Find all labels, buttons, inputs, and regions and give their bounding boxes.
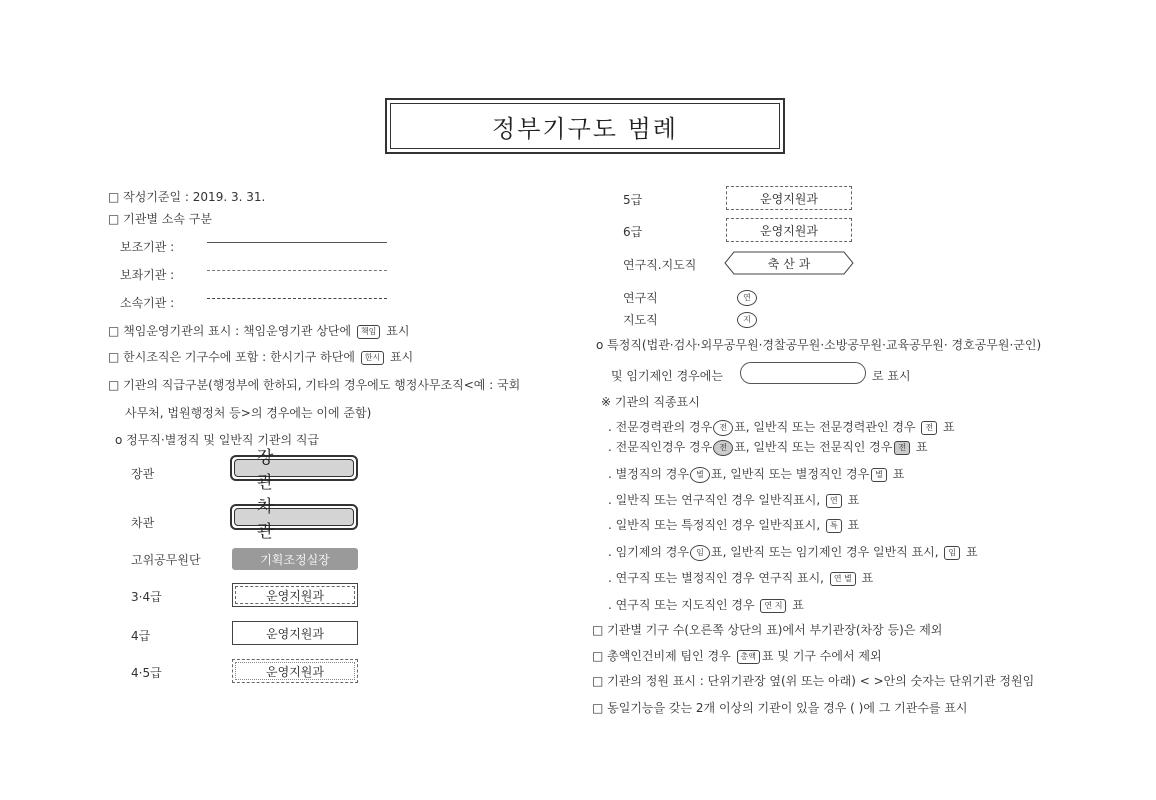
unit-box-5: 운영지원과: [726, 186, 852, 210]
tail-line-3: □ 기관의 정원 표시 : 단위기관장 옆(위 또는 아래) < >안의 숫자는 단위기관 정원임: [592, 674, 1035, 688]
dashed-line-sample: [207, 298, 387, 299]
affil-heading: □ 기관별 소속 구분: [108, 212, 212, 226]
note-3: . 별정직의 경우 별 표, 일반직 또는 별정직인 경우 별 표: [608, 467, 905, 481]
note-7: . 연구직 또는 별정직인 경우 연구직 표시, 연 별 표: [608, 571, 874, 585]
grade-line-2: 사무처, 법원행정처 등>의 경우에는 이에 준함): [125, 406, 372, 420]
temp-badge: 한시: [361, 351, 384, 365]
unit-box-6: 운영지원과: [726, 218, 852, 242]
note-2: . 전문직인경우 경우 전 표, 일반직 또는 전문직인 경우 전 표: [608, 440, 928, 454]
tail-line-2: □ 총액인건비제 팀인 경우 총액 표 및 기구 수에서 제외: [592, 649, 882, 663]
guide-label: 지도직: [623, 313, 658, 327]
date-line: □ 작성기준일 : 2019. 3. 31.: [108, 190, 266, 204]
resp-badge: 책임: [357, 325, 380, 339]
temp-line: □ 한시조직은 기구수에 포함 : 한시기구 하단에 한시 표시: [108, 350, 414, 364]
tail-line-4: □ 동일기능을 갖는 2개 이상의 기관이 있을 경우 ( )에 그 기관수를 표시: [592, 701, 968, 715]
unit-label-45: 4·5급: [131, 666, 162, 680]
tail-line-1: □ 기관별 기구 수(오른쪽 상단의 표)에서 부기관장(차장 등)은 제외: [592, 623, 943, 637]
note-heading: ※ 기관의 직종표시: [601, 395, 700, 409]
unit-label-4: 4급: [131, 629, 151, 643]
note-6: . 임기제의 경우 임 표, 일반직 또는 임기제인 경우 일반직 표시, 임 표: [608, 545, 978, 559]
vice-minister-box: [230, 497, 358, 542]
research-box-text: 축 산 과: [767, 256, 811, 271]
note-1: . 전문경력관의 경우 전 표, 일반직 또는 전문경력관인 경우 전 표: [608, 420, 955, 434]
unit-box-45: 운영지원과: [232, 659, 358, 683]
minister-box-text: 장 관: [234, 459, 354, 477]
unit-label-6: 6급: [623, 225, 643, 239]
rank-label-minister: 장관: [131, 467, 155, 481]
research-only-label: 연구직: [623, 291, 658, 305]
page-title: 정부기구도 범례: [390, 103, 780, 149]
dashdot-line-sample: [207, 270, 387, 271]
title-frame: [385, 98, 785, 154]
unit-label-34: 3·4급: [131, 590, 162, 604]
special-line: o 특정직(법관·검사·외무공무원·경찰공무원·소방공무원·교육공무원· 경호공무원·군인): [596, 338, 1042, 352]
guide-mark: 지: [736, 309, 758, 328]
research-label: 연구직.지도직: [623, 258, 697, 272]
note-4: . 일반직 또는 연구직인 경우 일반직표시, 연 표: [608, 493, 860, 507]
affil-label-support: 보조기관 :: [120, 240, 175, 254]
grade-line-1: □ 기관의 직급구분(행정부에 한하되, 기타의 경우에도 행정사무조직<예 : 국회: [108, 378, 521, 392]
special-line-2b: 로 표시: [872, 369, 911, 383]
senior-label: 고위공무원단: [131, 553, 201, 567]
unit-label-5: 5급: [623, 193, 643, 207]
senior-box: 기획조정실장: [232, 548, 358, 570]
research-box: [724, 251, 854, 275]
grade-subheading: o 정무직·별정직 및 일반직 기관의 직급: [115, 433, 320, 447]
unit-box-4: 운영지원과: [232, 621, 358, 645]
solid-line-sample: [207, 242, 387, 243]
total-badge: 총액: [737, 650, 760, 664]
note-5: . 일반직 또는 특정직인 경우 일반직표시, 특 표: [608, 518, 860, 532]
resp-line: □ 책임운영기관의 표시 : 책임운영기관 상단에 책임 표시: [108, 324, 410, 338]
special-line-2a: 및 임기제인 경우에는: [611, 369, 723, 383]
affil-label-staff: 보좌기관 :: [120, 268, 175, 282]
affil-label-sub: 소속기관 :: [120, 296, 175, 310]
special-oval: [740, 362, 866, 384]
research-mark: 연: [736, 287, 758, 306]
vice-minister-box-text: 차 관: [234, 508, 354, 526]
rank-label-vice: 차관: [131, 516, 155, 530]
minister-box: [230, 448, 358, 493]
unit-box-34: 운영지원과: [232, 583, 358, 607]
note-8: . 연구직 또는 지도직인 경우 연 지 표: [608, 598, 804, 612]
